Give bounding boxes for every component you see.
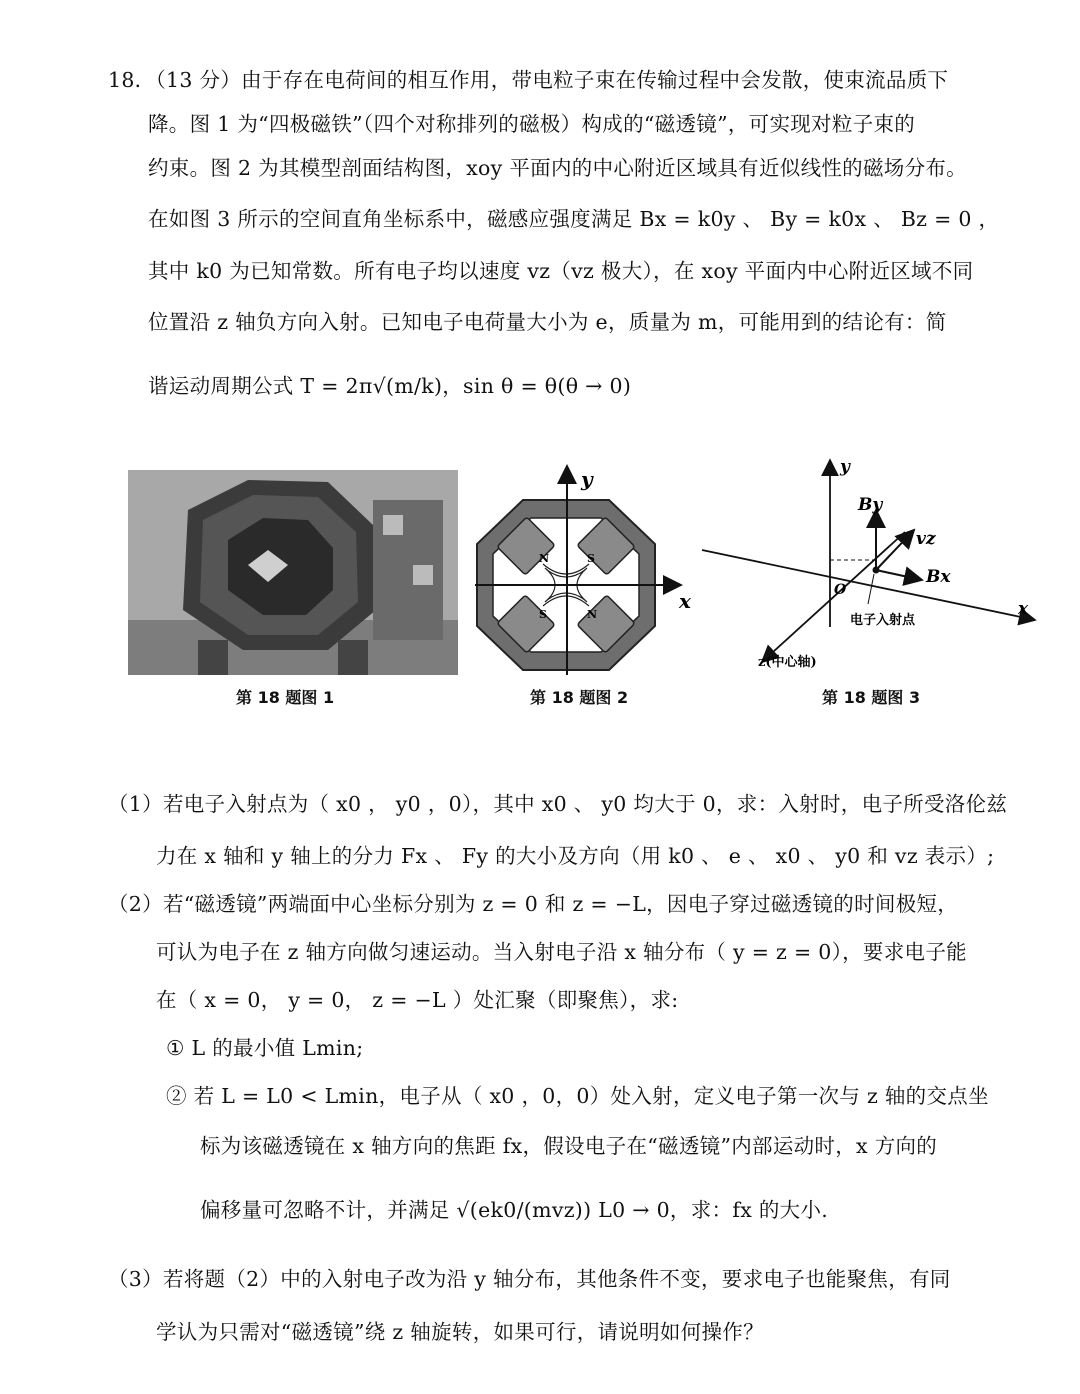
part-1-line-1: （1）若电子入射点为（ x0 ， y0 ，0），其中 x0 、 y0 均大于 0，求：入射时，电子所受洛伦兹 <box>108 792 1008 816</box>
part-2-sub-2-line-2: 标为该磁透镜在 x 轴方向的焦距 fx，假设电子在“磁透镜”内部运动时，x 方向的 <box>200 1134 938 1158</box>
fig3-entry-point-label: 电子入射点 <box>850 613 916 628</box>
fig2-pole-s-top-right: S <box>587 552 595 565</box>
fig2-pole-s-bottom-left: S <box>539 608 547 621</box>
figure-2-caption: 第 18 题图 2 <box>530 688 629 707</box>
part-2-line-1: （2）若“磁透镜”两端面中心坐标分别为 z = 0 和 z = −L，因电子穿过磁透镜的时间极短， <box>108 892 959 916</box>
part-2-line-2: 可认为电子在 z 轴方向做匀速运动。当入射电子沿 x 轴分布（ y = z = 0），要求电子能 <box>156 940 967 964</box>
fig3-vz-label: vz <box>916 529 936 549</box>
question-line-4: 在如图 3 所示的空间直角坐标系中，磁感应强度满足 Bx = k0y 、 By = k0x 、 Bz = 0 ， <box>148 207 1000 231</box>
part-1-line-2: 力在 x 轴和 y 轴上的分力 Fx 、 Fy 的大小及方向（用 k0 、 e 、 x0 、 y0 和 vz 表示）; <box>156 844 995 868</box>
fig3-z-axis-label: z(中心轴) <box>758 655 817 670</box>
part-3-line-2: 学认为只需对“磁透镜”绕 z 轴旋转，如果可行，请说明如何操作？ <box>156 1320 764 1344</box>
fig3-x-label: x <box>1018 599 1029 619</box>
quadrupole-magnet-photo <box>128 470 458 675</box>
figure-2-cross-section <box>465 460 695 680</box>
fig2-pole-n-bottom-right: N <box>587 608 598 621</box>
fig3-y-label: y <box>840 457 850 477</box>
question-line-5: 其中 k0 为已知常数。所有电子均以速度 vz（vz 极大），在 xoy 平面内中心附近区域不同 <box>148 259 974 283</box>
question-line-2: 降。图 1 为“四极磁铁”（四个对称排列的磁极）构成的“磁透镜”，可实现对粒子束的 <box>148 112 916 136</box>
question-line-3: 约束。图 2 为其模型剖面结构图，xoy 平面内的中心附近区域具有近似线性的磁场分布。 <box>148 156 967 180</box>
question-line-6: 位置沿 z 轴负方向入射。已知电子电荷量大小为 e，质量为 m，可能用到的结论有：简 <box>148 310 947 334</box>
fig2-x-label: x <box>679 589 691 613</box>
question-line-7: 谐运动周期公式 T = 2π√(m/k)，sin θ = θ(θ → 0) <box>148 374 632 398</box>
fig2-pole-n-top-left: N <box>539 552 550 565</box>
figure-1-caption: 第 18 题图 1 <box>236 688 335 707</box>
fig3-origin-label: O <box>834 582 847 598</box>
figure-3-coordinate-system <box>700 452 1040 677</box>
question-line-1: 18．（13 分）由于存在电荷间的相互作用，带电粒子束在传输过程中会发散，使束流品质下 <box>108 68 949 92</box>
fig2-y-label: y <box>581 467 593 491</box>
figure-3-caption: 第 18 题图 3 <box>822 688 921 707</box>
part-2-line-3: 在（ x = 0， y = 0， z = −L ）处汇聚（即聚焦），求: <box>156 988 679 1012</box>
fig3-bx-label: Bx <box>926 567 951 587</box>
part-2-sub-2-line-1: ② 若 L = L0 < Lmin，电子从（ x0 ，0，0）处入射，定义电子第一次与 z 轴的交点坐 <box>166 1084 989 1108</box>
part-2-sub-1: ① L 的最小值 Lmin; <box>166 1036 364 1060</box>
part-2-sub-2-line-3: 偏移量可忽略不计，并满足 √(ek0/(mvz)) L0 → 0，求：fx 的大小. <box>200 1198 829 1222</box>
part-3-line-1: （3）若将题（2）中的入射电子改为沿 y 轴分布，其他条件不变，要求电子也能聚焦，有同 <box>108 1267 951 1291</box>
fig3-by-label: By <box>858 495 883 515</box>
